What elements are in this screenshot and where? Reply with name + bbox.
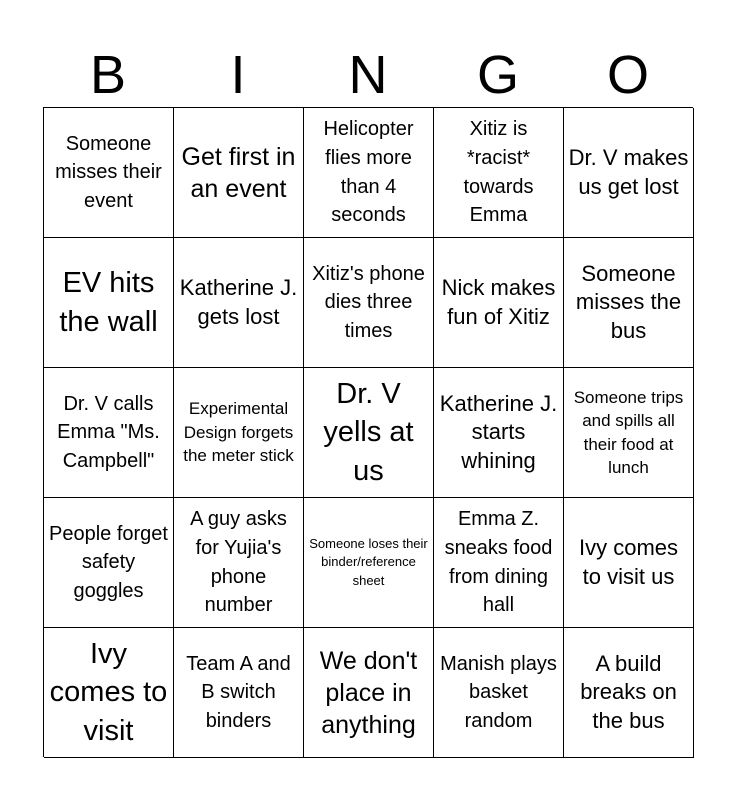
bingo-cell-r1c1[interactable] bbox=[44, 108, 174, 238]
bingo-board bbox=[43, 107, 693, 757]
bingo-cell-r2c1[interactable] bbox=[44, 238, 174, 368]
cell-text: Xitiz is *racist* towards Emma bbox=[463, 118, 534, 227]
cell-text: Manish plays basket random bbox=[440, 652, 557, 732]
bingo-cell-r3c2[interactable] bbox=[174, 368, 304, 498]
bingo-cell-r5c5[interactable] bbox=[564, 628, 694, 758]
bingo-cell-r1c2[interactable] bbox=[174, 108, 304, 238]
bingo-cell-r2c3[interactable] bbox=[304, 238, 434, 368]
bingo-cell-r4c1[interactable] bbox=[44, 498, 174, 628]
bingo-cell-r4c4[interactable] bbox=[434, 498, 564, 628]
header-letter-b: B bbox=[89, 45, 127, 105]
cell-text: A guy asks for Yujia's phone number bbox=[190, 508, 287, 617]
bingo-cell-r3c5[interactable] bbox=[564, 368, 694, 498]
bingo-cell-r3c3[interactable] bbox=[304, 368, 434, 498]
cell-text: Nick makes fun of Xitiz bbox=[441, 274, 556, 329]
header-letter-o: O bbox=[606, 45, 649, 105]
cell-text: Dr. V makes us get lost bbox=[568, 144, 689, 199]
bingo-cell-r2c2[interactable] bbox=[174, 238, 304, 368]
bingo-header bbox=[43, 42, 693, 108]
cell-text: Someone trips and spills all their food at lunch bbox=[573, 387, 684, 477]
bingo-cell-r5c2[interactable] bbox=[174, 628, 304, 758]
bingo-cell-r3c1[interactable] bbox=[44, 368, 174, 498]
bingo-cell-r3c4[interactable] bbox=[434, 368, 564, 498]
cell-text: Someone misses the bus bbox=[575, 260, 682, 343]
cell-text: Someone loses their binder/reference sheet bbox=[309, 536, 428, 588]
bingo-cell-r1c5[interactable] bbox=[564, 108, 694, 238]
bingo-cell-r4c2[interactable] bbox=[174, 498, 304, 628]
header-letter-g: G bbox=[476, 45, 519, 105]
bingo-cell-r4c3[interactable] bbox=[304, 498, 434, 628]
header-letter-n: N bbox=[348, 45, 388, 105]
cell-text: Someone misses their event bbox=[55, 132, 162, 212]
cell-text: Emma Z. sneaks food from dining hall bbox=[444, 508, 553, 617]
cell-text: Experimental Design forgets the meter stick bbox=[183, 399, 294, 466]
bingo-cell-r2c4[interactable] bbox=[434, 238, 564, 368]
cell-text: We don't place in anything bbox=[319, 646, 418, 739]
cell-text: A build breaks on the bus bbox=[580, 650, 677, 733]
cell-text: Team A and B switch binders bbox=[186, 652, 291, 732]
cell-text: Katherine J. gets lost bbox=[179, 274, 298, 329]
cell-text: Katherine J. starts whining bbox=[439, 390, 558, 473]
header-letter-i: I bbox=[230, 45, 246, 105]
bingo-cell-r1c4[interactable] bbox=[434, 108, 564, 238]
bingo-cell-r1c3[interactable] bbox=[304, 108, 434, 238]
cell-text: Helicopter flies more than 4 seconds bbox=[323, 118, 414, 227]
bingo-cell-r5c3[interactable] bbox=[304, 628, 434, 758]
bingo-cell-r5c4[interactable] bbox=[434, 628, 564, 758]
cell-text: Ivy comes to visit us bbox=[578, 534, 679, 589]
cell-text: EV hits the wall bbox=[59, 267, 158, 338]
bingo-cell-r4c5[interactable] bbox=[564, 498, 694, 628]
bingo-cell-r5c1[interactable] bbox=[44, 628, 174, 758]
cell-text: Ivy comes to visit bbox=[49, 638, 168, 747]
cell-text: Get first in an event bbox=[181, 142, 296, 203]
cell-text: Dr. V calls Emma "Ms. Campbell" bbox=[57, 392, 160, 472]
cell-text: Dr. V yells at us bbox=[323, 378, 414, 487]
bingo-cell-r2c5[interactable] bbox=[564, 238, 694, 368]
cell-text: People forget safety goggles bbox=[49, 522, 168, 602]
cell-text: Xitiz's phone dies three times bbox=[312, 262, 425, 342]
